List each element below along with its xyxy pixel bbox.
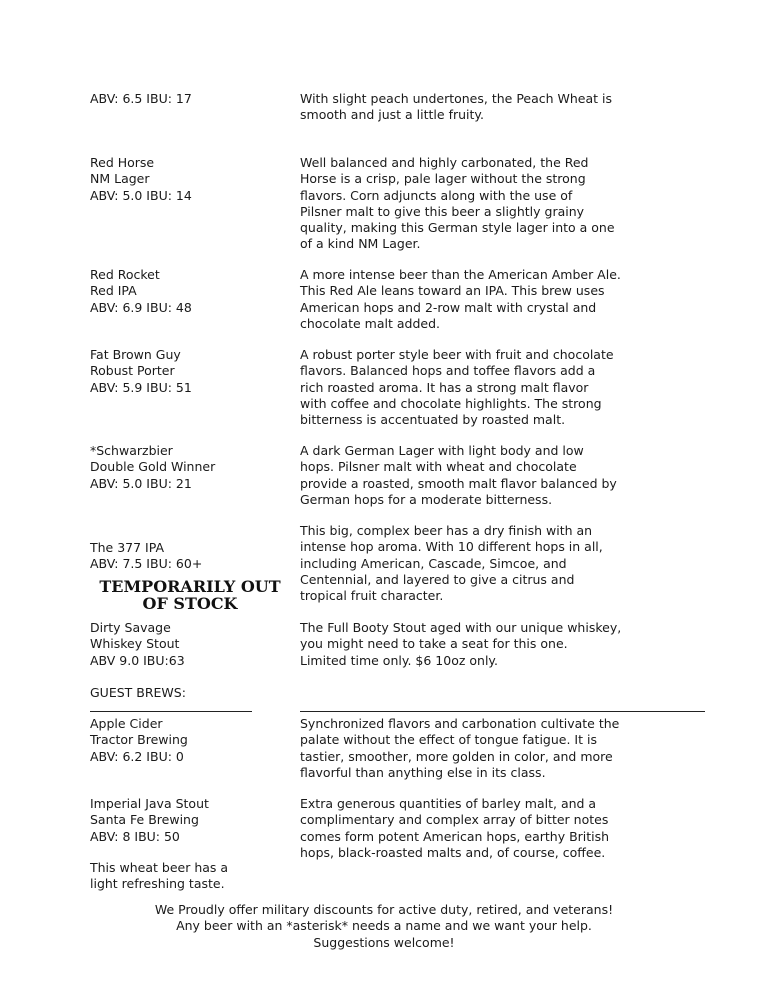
guest-description: Synchronized flavors and carbonation cultivate the palate without the effect of tongue fatigue. It is tastier, smoother, more golden in color, and more flavorful than anything else in its class. — [300, 716, 620, 780]
guest-description: Extra generous quantities of barley malt, and a complimentary and complex array of bitter notes comes form potent American hops, earthy British hops, black-roasted malts and, of course, coffee. — [300, 796, 610, 860]
beer-info: The 377 IPA ABV: 7.5 IBU: 60+ — [90, 540, 203, 572]
beer-info: Fat Brown Guy Robust Porter ABV: 5.9 IBU: 51 — [90, 347, 192, 395]
guest-info: Apple Cider Tractor Brewing ABV: 6.2 IBU: 0 — [90, 716, 188, 764]
beer-description: A robust porter style beer with fruit and chocolate flavors. Balanced hops and toffee flavors add a rich roasted aroma. It has a strong malt flavor with coffee and chocolate highlights. The strong bitterness is accentuated by roasted malt. — [300, 347, 614, 428]
beer-description: This big, complex beer has a dry finish with an intense hop aroma. With 10 different hops in all, including American, Cascade, Simcoe, and Centennial, and layered to give a citrus and tropical fruit character. — [300, 523, 603, 604]
beer-info: Red Horse NM Lager ABV: 5.0 IBU: 14 — [90, 155, 192, 203]
beer-description: The Full Booty Stout aged with our unique whiskey, you might need to take a seat for this one. Limited time only. $6 10oz only. — [300, 620, 622, 668]
beer-description: Well balanced and highly carbonated, the Red Horse is a crisp, pale lager without the strong flavors. Corn adjuncts along with the use of Pilsner malt to give this beer a slightly grainy quality, making this German style lager into a one of a kind NM Lager. — [300, 155, 615, 252]
footer-note: We Proudly offer military discounts for active duty, retired, and veterans! Any beer with an *asterisk* needs a name and we want your help. Suggestions welcome! — [154, 902, 614, 950]
guest-info: Imperial Java Stout Santa Fe Brewing ABV: 8 IBU: 50 — [90, 796, 209, 844]
beer-info: ABV: 6.5 IBU: 17 — [90, 91, 192, 106]
beer-info: *Schwarzbier Double Gold Winner ABV: 5.0 IBU: 21 — [90, 443, 216, 491]
divider — [90, 711, 252, 712]
beer-description: A dark German Lager with light body and low hops. Pilsner malt with wheat and chocolate provide a roasted, smooth malt flavor balanced by German hops for a moderate bitterness. — [300, 443, 617, 507]
out-of-stock-stamp: TEMPORARILY OUT OF STOCK — [99, 577, 281, 613]
beer-description: With slight peach undertones, the Peach Wheat is smooth and just a little fruity. — [300, 91, 613, 123]
guest-brews-heading: GUEST BREWS: — [90, 685, 186, 700]
beer-info: Dirty Savage Whiskey Stout ABV 9.0 IBU:63 — [90, 620, 185, 668]
divider — [300, 711, 705, 712]
wheat-note: This wheat beer has a light refreshing taste. — [90, 860, 229, 892]
beer-description: A more intense beer than the American Amber Ale. This Red Ale leans toward an IPA. This brew uses American hops and 2-row malt with crystal and chocolate malt added. — [300, 267, 621, 331]
beer-info: Red Rocket Red IPA ABV: 6.9 IBU: 48 — [90, 267, 192, 315]
